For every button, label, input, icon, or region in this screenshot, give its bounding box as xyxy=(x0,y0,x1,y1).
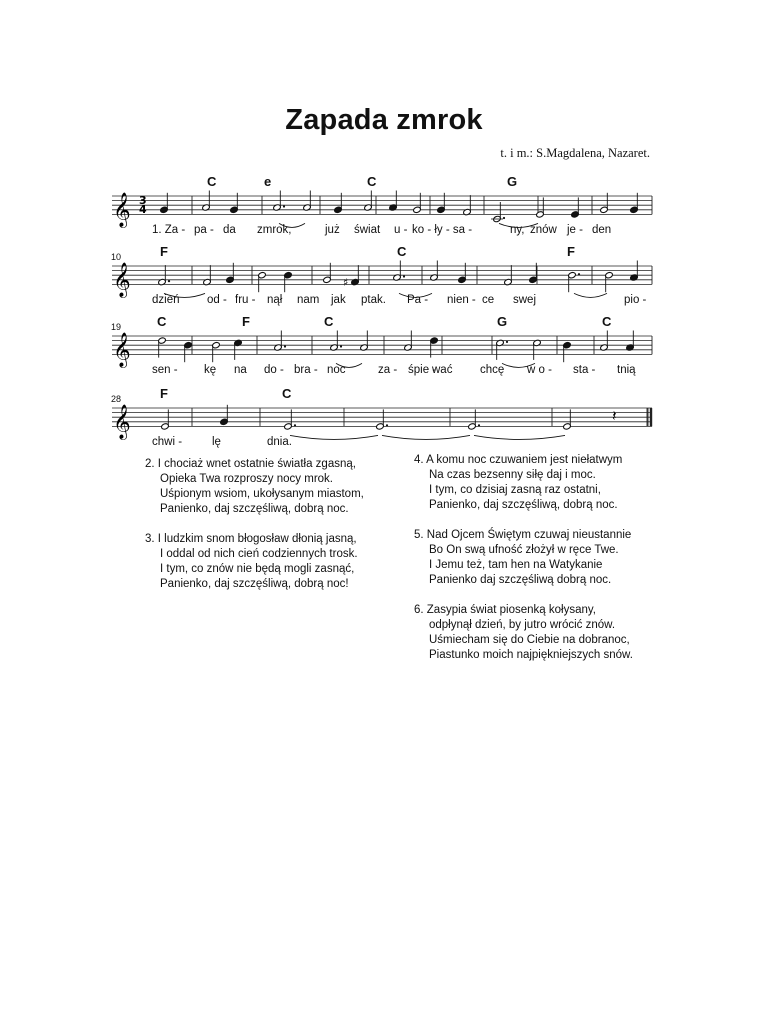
quarter-note xyxy=(284,272,293,293)
lyric-syllable: jak xyxy=(331,294,346,306)
half-note xyxy=(212,342,221,363)
verse-line: Na czas bezsenny siłę daj i moc. xyxy=(429,469,596,481)
treble-clef-icon: 𝄞 xyxy=(113,192,131,228)
tie xyxy=(574,293,607,297)
lyric-syllable: 1. Za - xyxy=(152,224,186,236)
time-signature: 3 xyxy=(139,194,147,207)
chord-symbol: F xyxy=(160,386,168,401)
verse-line: 2. I chociaż wnet ostatnie światła zgasną, xyxy=(145,458,356,470)
verse-line: Uśpionym wsiom, ukołysanym miastom, xyxy=(160,488,364,500)
verse-line: I oddal od nich cień codziennych trosk. xyxy=(160,548,358,560)
treble-clef-icon: 𝄞 xyxy=(113,404,131,440)
half-note xyxy=(605,272,614,293)
verse-line: I Jemu też, tam hen na Watykanie xyxy=(429,559,603,571)
measure-number: 28 xyxy=(111,394,122,404)
measure-number: 19 xyxy=(111,322,122,332)
lyric-syllable: sta - xyxy=(573,364,596,376)
lyric-syllable: u - xyxy=(394,224,408,236)
verse-stanza xyxy=(145,532,364,592)
lyric-syllable: świat xyxy=(354,224,381,236)
sharp-icon: ♯ xyxy=(343,276,349,290)
chord-symbol: C xyxy=(397,244,407,259)
verse-line: Piastunko moich najpiękniejszych snów. xyxy=(429,649,633,661)
lyric-syllable: chcę xyxy=(480,364,505,376)
chord-symbol: C xyxy=(157,314,167,329)
chord-symbol: C xyxy=(602,314,612,329)
chord-symbol: C xyxy=(367,174,377,189)
verse-line: 5. Nad Ojcem Świętym czuwaj nieustannie xyxy=(414,529,632,541)
lyric-syllable: pio - xyxy=(624,294,647,306)
lyric-syllable: od - xyxy=(207,294,227,306)
lyric-syllable: fru - xyxy=(235,294,256,306)
lyric-syllable: den xyxy=(592,224,612,236)
quarter-note xyxy=(563,342,572,363)
half-note xyxy=(568,272,580,293)
lyric-syllable: da xyxy=(223,224,236,236)
lyric-syllable: śpie - xyxy=(408,364,437,376)
lyric-syllable: za - xyxy=(378,364,398,376)
song-title: Zapada zmrok xyxy=(285,104,483,136)
verse-line: Panienko, daj szczęśliwą, dobrą noc. xyxy=(429,499,618,511)
verse-line: 6. Zasypia świat piosenką kołysany, xyxy=(414,604,596,616)
lyric-syllable: kę xyxy=(204,364,217,376)
lyric-syllable: znów xyxy=(530,224,557,236)
lyric-syllable: w o - xyxy=(527,364,552,376)
chord-symbol: F xyxy=(160,244,168,259)
quarter-note xyxy=(184,342,193,363)
lyric-syllable: na xyxy=(234,364,247,376)
tie xyxy=(382,435,470,439)
chord-symbol: C xyxy=(207,174,217,189)
lyric-syllable: ce xyxy=(482,294,495,306)
chord-symbol: C xyxy=(282,386,292,401)
verse-line: Panienko daj szczęśliwą dobrą noc. xyxy=(429,574,612,586)
half-note xyxy=(258,272,267,293)
time-signature: 4 xyxy=(139,203,147,217)
lyric-syllable: pa - xyxy=(194,224,214,236)
verse-stanza xyxy=(414,528,633,588)
lyric-syllable: zmrok, xyxy=(257,224,292,236)
lyric-syllable: wać xyxy=(432,364,453,376)
lyric-syllable: tnią xyxy=(617,364,636,376)
chord-symbol: e xyxy=(264,174,272,189)
verse-line: Bo On swą ufność złożył w ręce Twe. xyxy=(429,544,619,556)
lyric-syllable: swej xyxy=(513,294,537,306)
lyric-syllable: dnia. xyxy=(267,436,292,448)
lyric-syllable: bra - xyxy=(294,364,318,376)
lyric-syllable: już xyxy=(325,224,340,236)
lyric-syllable: Pa - xyxy=(407,294,429,306)
verse-line: 3. I ludzkim snom błogosław dłonią jasną, xyxy=(145,533,357,545)
measure-number: 10 xyxy=(111,252,122,262)
lyric-syllable: sen - xyxy=(152,364,178,376)
tie xyxy=(290,435,378,439)
verse-line: I tym, co znów nie będą mogli zasnąć, xyxy=(160,563,355,575)
lyric-syllable: chwi - xyxy=(152,436,183,448)
lyric-syllable: nam xyxy=(297,294,320,306)
quarter-rest-icon: 𝄽 xyxy=(612,407,617,425)
lyric-syllable: ny, xyxy=(510,224,525,236)
verses-left-column xyxy=(145,457,364,607)
verse-line: Opieka Twa rozproszy nocy mrok. xyxy=(160,473,333,485)
verse-stanza xyxy=(414,603,633,663)
verse-stanza xyxy=(414,453,633,513)
treble-clef-icon: 𝄞 xyxy=(113,262,131,298)
verse-line: Panienko, daj szczęśliwą, dobrą noc. xyxy=(160,503,349,515)
chord-symbol: C xyxy=(324,314,334,329)
treble-clef-icon: 𝄞 xyxy=(113,332,131,368)
lyric-syllable: dzień xyxy=(152,294,180,306)
verse-line: 4. A komu noc czuwaniem jest niełatwym xyxy=(414,454,623,466)
lyric-syllable: do - xyxy=(264,364,284,376)
chord-symbol: F xyxy=(242,314,250,329)
song-credits: t. i m.: S.Magdalena, Nazaret. xyxy=(500,146,650,160)
verse-line: Uśmiecham się do Ciebie na dobranoc, xyxy=(429,634,630,646)
staff-notation xyxy=(112,315,652,395)
quarter-note xyxy=(343,265,359,289)
lyric-syllable: nien - xyxy=(447,294,476,306)
lyric-syllable: nął xyxy=(267,294,283,306)
verse-line: I tym, co dzisiaj zasną raz ostatni, xyxy=(429,484,601,496)
chord-symbol: G xyxy=(497,314,508,329)
chord-symbol: G xyxy=(507,174,518,189)
lyric-syllable: ptak. xyxy=(361,294,386,306)
verse-line: Panienko, daj szczęśliwą, dobrą noc! xyxy=(160,578,349,590)
tie xyxy=(474,435,565,439)
staff-notation xyxy=(112,175,652,255)
verse-line: odpłynął dzień, by jutro wrócić znów. xyxy=(429,619,616,631)
lyric-syllable: ko - ły - sa - xyxy=(412,224,473,236)
lyric-syllable: lę xyxy=(212,436,221,448)
verses-right-column xyxy=(414,453,633,678)
lyric-syllable: je - xyxy=(567,224,583,236)
chord-symbol: F xyxy=(567,244,575,259)
verse-stanza xyxy=(145,457,364,517)
lyric-syllable: noc xyxy=(327,364,346,376)
